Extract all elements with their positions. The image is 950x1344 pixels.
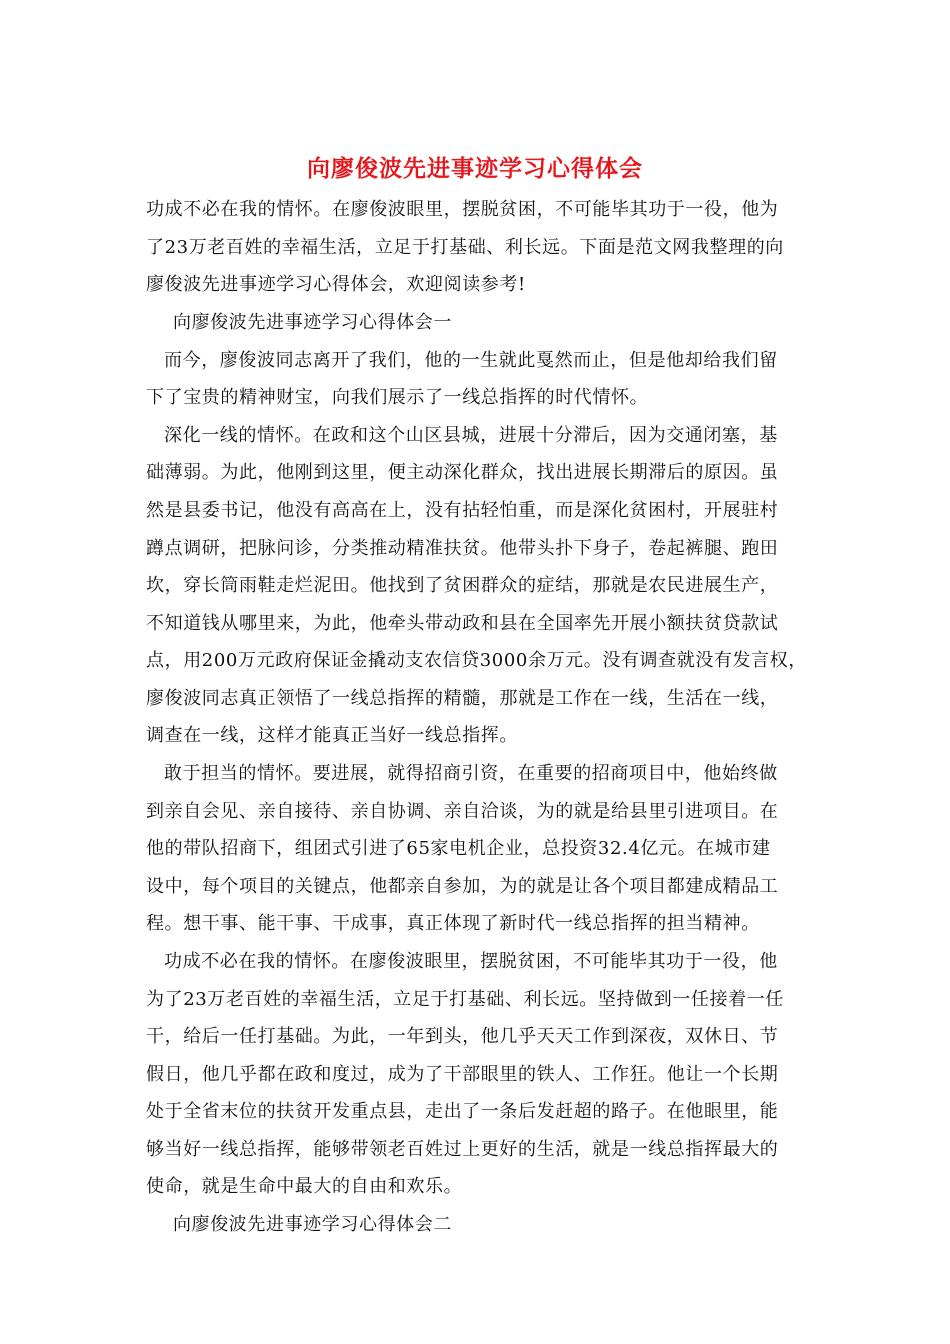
paragraph-line: 而今，廖俊波同志离开了我们，他的一生就此戛然而止，但是他却给我们留: [164, 350, 778, 371]
paragraph-line: 够当好一线总指挥，能够带领老百姓过上更好的生活，就是一线总指挥最大的: [146, 1139, 779, 1160]
paragraph-line: 到亲自会见、亲自接待、亲自协调、亲自洽谈，为的就是给县里引进项目。在: [146, 801, 779, 822]
paragraph-line: 调查在一线，这样才能真正当好一线总指挥。: [146, 725, 518, 746]
paragraph-line: 功成不必在我的情怀。在廖俊波眼里，摆脱贫困，不可能毕其功于一役，他为: [146, 199, 779, 220]
paragraph-line: 假日，他几乎都在政和度过，成为了干部眼里的铁人、工作狂。他让一个长期: [146, 1064, 779, 1085]
paragraph-line: 础薄弱。为此，他刚到这里，便主动深化群众，找出进展长期滞后的原因。虽: [146, 462, 779, 483]
paragraph-line: 敢于担当的情怀。要进展，就得招商引资，在重要的招商项目中，他始终做: [164, 763, 778, 784]
paragraph-line: 廖俊波同志真正领悟了一线总指挥的精髓，那就是工作在一线，生活在一线，: [146, 688, 779, 709]
document-title: 向廖俊波先进事迹学习心得体会: [307, 155, 643, 182]
paragraph-line: 了23万老百姓的幸福生活，立足于打基础、利长远。下面是范文网我整理的向: [146, 237, 784, 258]
paragraph-line: 不知道钱从哪里来，为此，他牵头带动政和县在全国率先开展小额扶贫贷款试: [146, 613, 779, 634]
paragraph-line: 使命，就是生命中最大的自由和欢乐。: [146, 1176, 463, 1197]
paragraph-line: 廖俊波先进事迹学习心得体会，欢迎阅读参考!: [146, 274, 526, 295]
paragraph-line: 蹲点调研，把脉问诊，分类推动精准扶贫。他带头扑下身子，卷起裤腿、跑田: [146, 538, 779, 559]
paragraph-line: 然是县委书记，他没有高高在上，没有拈轻怕重，而是深化贫困村，开展驻村: [146, 500, 779, 521]
section-heading-2: 向廖俊波先进事迹学习心得体会二: [173, 1214, 452, 1235]
paragraph-line: 点，用200万元政府保证金撬动支农信贷3000余万元。没有调查就没有发言权，: [146, 650, 807, 671]
paragraph-line: 处于全省末位的扶贫开发重点县，走出了一条后发赶超的路子。在他眼里，能: [146, 1101, 779, 1122]
paragraph-line: 深化一线的情怀。在政和这个山区县城，进展十分滞后，因为交通闭塞，基: [164, 425, 778, 446]
paragraph-line: 功成不必在我的情怀。在廖俊波眼里，摆脱贫困，不可能毕其功于一役，他: [164, 951, 778, 972]
paragraph-line: 干，给后一任打基础。为此，一年到头，他几乎天天工作到深夜，双休日、节: [146, 1026, 779, 1047]
paragraph-line: 他的带队招商下，组团式引进了65家电机企业，总投资32.4亿元。在城市建: [146, 838, 771, 859]
paragraph-line: 程。想干事、能干事、干成事，真正体现了新时代一线总指挥的担当精神。: [146, 913, 760, 934]
section-heading-1: 向廖俊波先进事迹学习心得体会一: [173, 312, 452, 333]
paragraph-line: 为了23万老百姓的幸福生活，立足于打基础、利长远。坚持做到一任接着一任: [146, 989, 784, 1010]
paragraph-line: 下了宝贵的精神财宝，向我们展示了一线总指挥的时代情怀。: [146, 387, 649, 408]
paragraph-line: 设中，每个项目的关键点，他都亲自参加，为的就是让各个项目都建成精品工: [146, 876, 779, 897]
paragraph-line: 坎，穿长筒雨鞋走烂泥田。他找到了贫困群众的症结，那就是农民进展生产，: [146, 575, 779, 596]
